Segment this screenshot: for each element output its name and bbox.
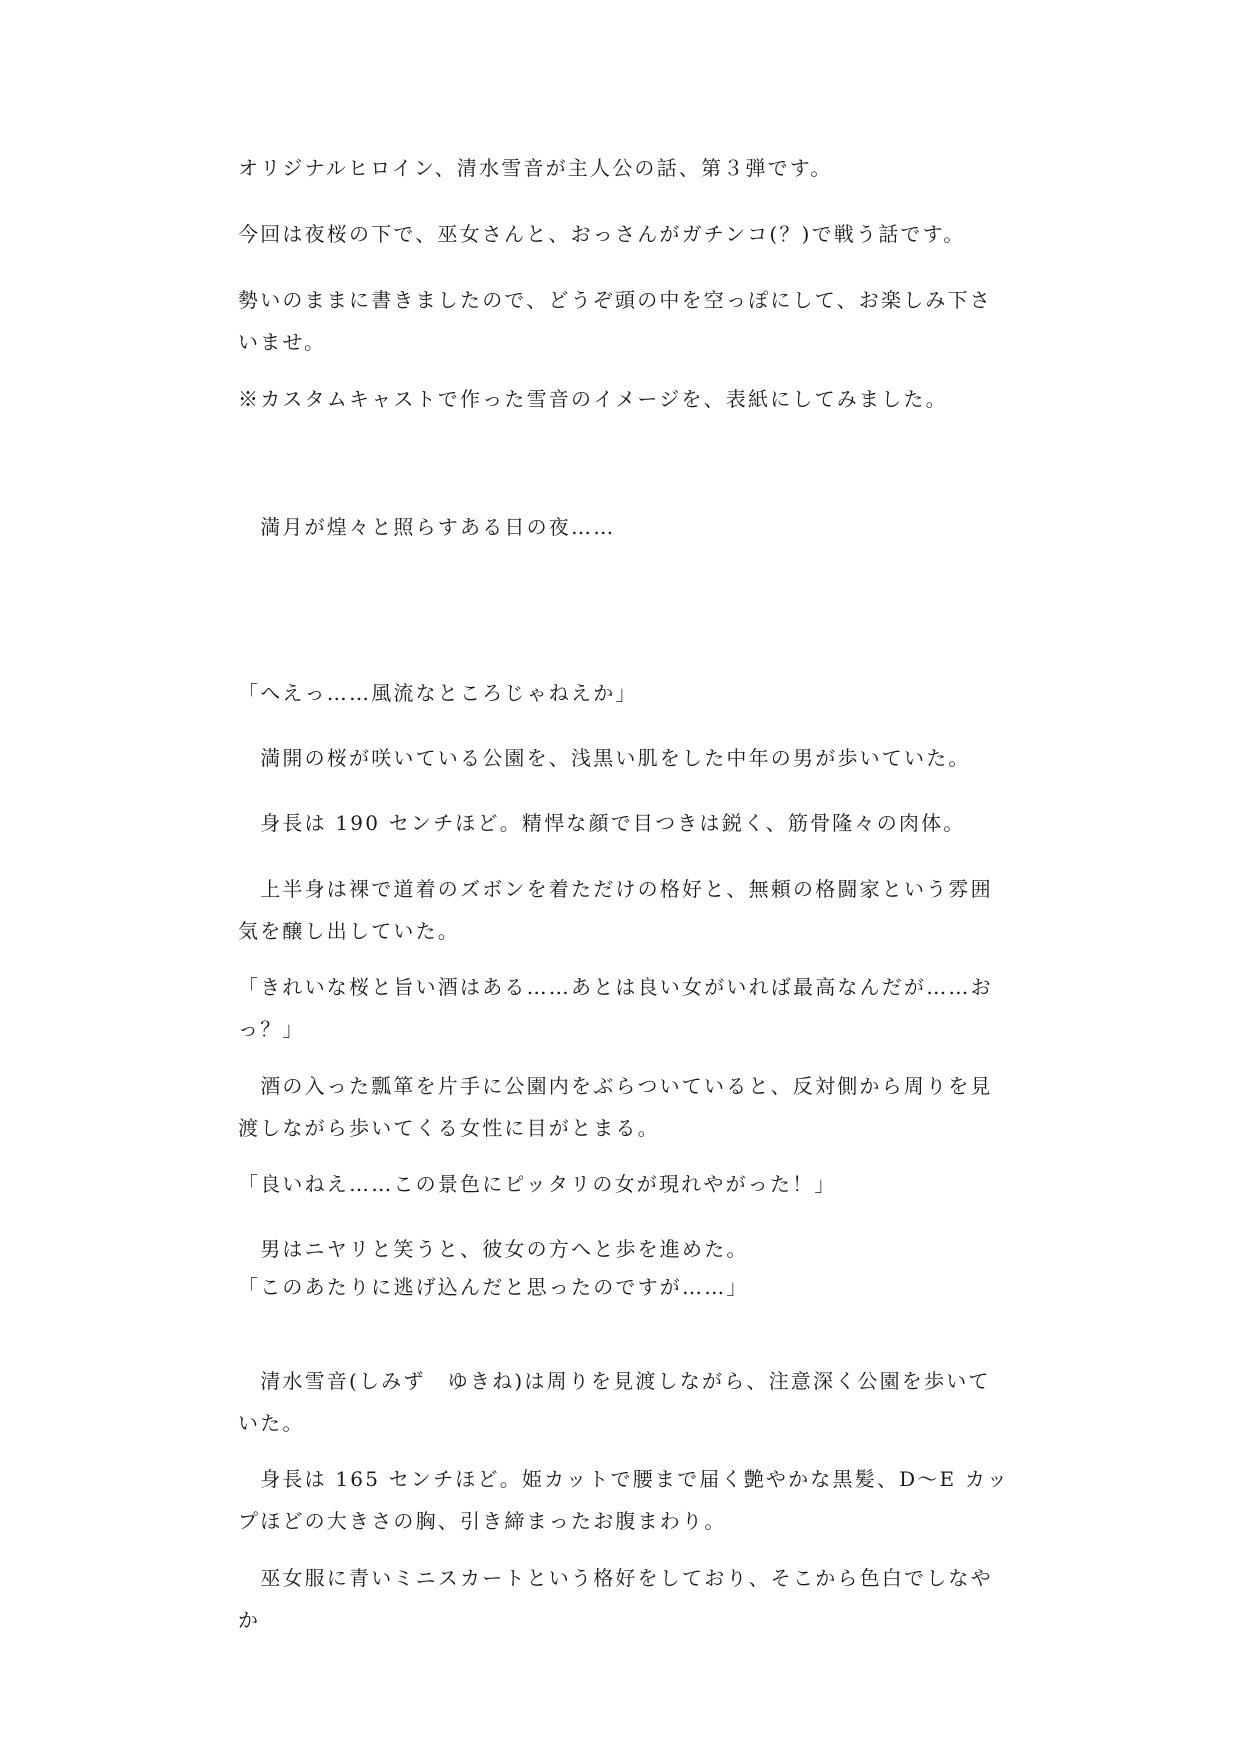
paragraph-narration: 身長は 190 センチほど。精悍な顔で目つきは鋭く、筋骨隆々の肉体。: [238, 811, 966, 835]
paragraph-note: 勢いのままに書きましたので、どうぞ頭の中を空っぽにして、お楽しみ下さいませ。: [238, 288, 992, 354]
paragraph-dialogue: 「へえっ……風流なところじゃねえか」: [238, 681, 638, 705]
paragraph-dialogue: 「このあたりに逃げ込んだと思ったのですが……」: [238, 1275, 749, 1299]
paragraph-narration: 男はニヤリと笑うと、彼女の方へと歩を進めた。: [238, 1237, 749, 1261]
paragraph-summary: 今回は夜桜の下で、巫女さんと、おっさんがガチンコ(？)で戦う話です。: [238, 222, 966, 246]
paragraph-narration: 巫女服に青いミニスカートという格好をしており、そこから色白でしなやか: [238, 1566, 993, 1632]
paragraph-cover-note: ※カスタムキャストで作った雪音のイメージを、表紙にしてみました。: [238, 387, 948, 411]
paragraph-story-open: 満月が煌々と照らすある日の夜……: [238, 515, 616, 539]
paragraph-narration: 酒の入った瓢箪を片手に公園内をぶらついていると、反対側から周りを見渡しながら歩いてくる女性に目がとまる。: [238, 1074, 993, 1140]
paragraph-dialogue: 「きれいな桜と旨い酒はある……あとは良い女がいれば最高なんだが……おっ？」: [238, 975, 993, 1041]
paragraph-narration: 身長は 165 センチほど。姫カットで腰まで届く艶やかな黒髪、D～E カップほどの大きさの胸、引き締まったお腹まわり。: [238, 1467, 1010, 1533]
paragraph-dialogue: 「良いねえ……この景色にピッタリの女が現れやがった！」: [238, 1172, 837, 1196]
paragraph-narration: 上半身は裸で道着のズボンを着ただけの格好と、無頼の格闘家という雰囲気を醸し出していた。: [238, 877, 993, 943]
paragraph-narration: 満開の桜が咲いている公園を、浅黒い肌をした中年の男が歩いていた。: [238, 746, 971, 770]
paragraph-narration: 清水雪音(しみず ゆきね)は周りを見渡しながら、注意深く公園を歩いていた。: [238, 1369, 991, 1435]
paragraph-intro: オリジナルヒロイン、清水雪音が主人公の話、第３弾です。: [238, 156, 833, 180]
